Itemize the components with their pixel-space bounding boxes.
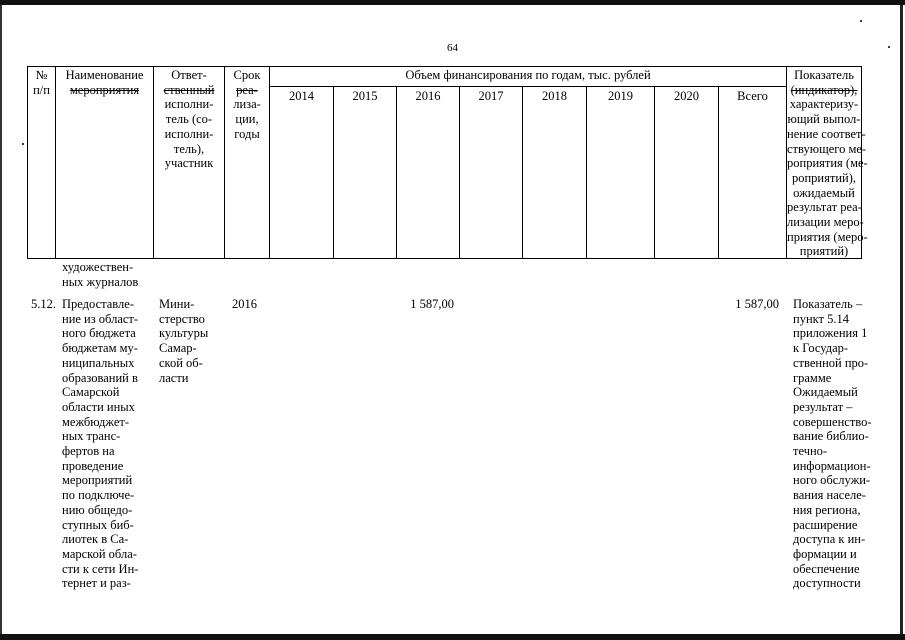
- row-indicator: Показатель – пункт 5.14 приложения 1 к Государ- ственной про- грамме Ожидаемый результат – совершенство- вание библио- течно- информацион- ного обслужи- вания населе- ния региона, расширение доступа к ин- формации и обеспечение доступности: [793, 297, 872, 591]
- scan-speck: [888, 46, 890, 48]
- header-year-2019: 2019: [608, 89, 633, 103]
- page-number: 64: [447, 42, 458, 54]
- header-term-label: Срок реа- лиза- ции, годы: [233, 68, 261, 141]
- row-amount-2016: 1 587,00: [410, 297, 454, 311]
- header-name-label: Наименование мероприятия: [65, 68, 144, 97]
- scan-speck: [22, 143, 24, 145]
- row-amount-total: 1 587,00: [735, 297, 779, 311]
- header-year-2020: 2020: [674, 89, 699, 103]
- header-num-label: № п/п: [33, 68, 50, 97]
- scan-right-edge: [900, 5, 903, 634]
- header-year-2018: 2018: [542, 89, 567, 103]
- header-year-2017: 2017: [478, 89, 504, 103]
- row-number: 5.12.: [31, 297, 56, 311]
- row-responsible: Мини- стерство культуры Самар- ской об- ласти: [159, 297, 209, 385]
- row-term: 2016: [232, 297, 257, 311]
- scan-bottom-edge: [0, 634, 905, 640]
- scan-top-edge: [0, 0, 905, 5]
- continuation-text: художествен- ных журналов: [62, 260, 139, 289]
- header-year-2015: 2015: [352, 89, 378, 103]
- header-funding-title: Объем финансирования по годам, тыс. рублей: [405, 68, 651, 82]
- header-total: Всего: [737, 89, 768, 103]
- header-year-2016: 2016: [415, 89, 441, 103]
- header-year-2014: 2014: [289, 89, 314, 103]
- scan-speck: [860, 20, 862, 22]
- scan-left-edge: [0, 5, 2, 634]
- header-responsible-label: Ответ- ственный исполни- тель (со- исполни- тель), участник: [163, 68, 215, 171]
- header-indicator-label: Показатель (индикатор), характеризу- ющий выпол- нение соответ- ствующего ме- роприятия (ме- роприятий), ожидаемый результат реа- лизации меро- приятия (меро- приятий): [787, 68, 868, 259]
- row-name: Предоставле- ние из област- ного бюджета бюджетам му- ниципальных образований в Самарской области иных межбюджет- ных транс- фертов на проведение мероприятий по подключе- нию общедо- ступных биб- лиотек в Са- марской обла- сти к сети Ин- тернет и раз-: [62, 297, 139, 591]
